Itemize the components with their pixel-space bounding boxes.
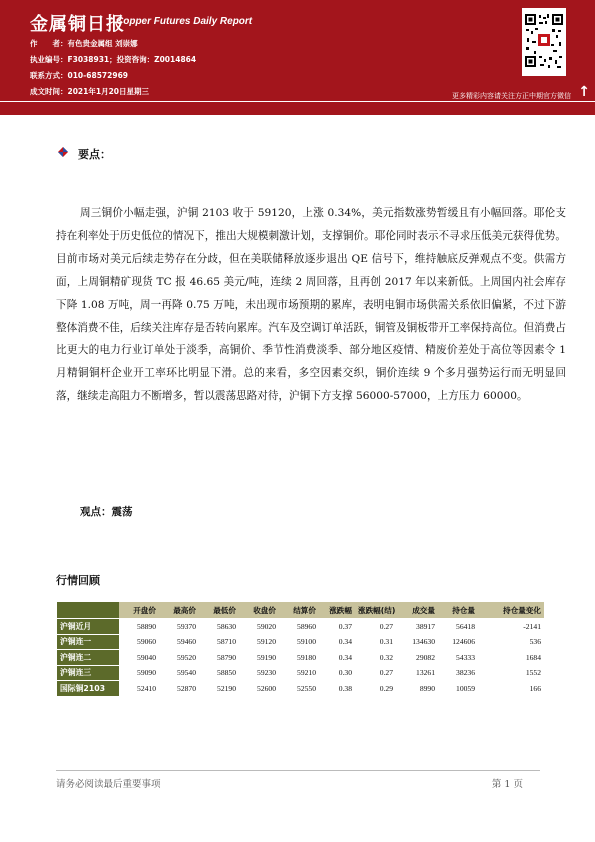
table-cell: 59370	[159, 619, 199, 635]
col-header-oi-change: 持仓量变化	[478, 602, 544, 619]
table-cell: 59100	[279, 634, 319, 650]
col-header-change-settle: 涨跌幅(结)	[355, 602, 396, 619]
table-cell: 166	[478, 681, 544, 696]
row-label: 沪铜连二	[57, 650, 119, 666]
footer-disclaimer: 请务必阅读最后重要事项	[56, 779, 161, 790]
table-cell: 58710	[199, 634, 239, 650]
follow-wechat-text: 更多精彩内容请关注方正中期官方微信	[452, 92, 571, 100]
table-cell: 59210	[279, 665, 319, 681]
key-points-paragraph: 周三铜价小幅走强，沪铜 2103 收于 59120，上涨 0.34%，美元指数涨势暂缓且有小幅回落。耶伦支持在利率处于历史低位的情况下，推出大规模刺激计划，支撑铜价。耶伦同时表示不寻求压低美元获得优势。目前市场对美元后续走势存在分歧，但在美联储释放逐步退出 QE 信号下，维持触底反弹观点不变。供需方面，上周铜精矿现货 TC 报 46.65 美元/吨，连续 2 周回落，且再创 2017 年以来新低。上周国内社会库存下降 1.08 万吨，周一再降 0.75 万吨，未出现市场预期的累库，表明电铜市场供需关系依旧偏紧，不过下游整体消费不佳，后续关注库存是否转向累库。汽车及空调订单活跃，铜管及铜板带开工率保持高位。但消费占比更大的电力行业订单处于淡季，高铜价、季节性消费淡季、部分地区疫情、精废价差处于高位等因素令 1 月精铜铜杆企业开工率环比明显下滑。总的来看，多空因素交织，铜价连续 9 个多月强势运行而无明显回落，继续走高阻力不断增多，暂以震荡思路对待，沪铜下方支撑 56000-57000，上方压力 60000。	[56, 207, 566, 403]
table-cell: 0.34	[319, 634, 355, 650]
table-cell: 59040	[119, 650, 159, 666]
table-cell: 58630	[199, 619, 239, 635]
col-header-open-interest: 持仓量	[438, 602, 478, 619]
date-line: 成文时间：2021年1月20日星期三	[30, 87, 150, 96]
license-line: 执业编号：F3038931；投资咨询：Z0014864	[30, 55, 197, 64]
table-cell: 59120	[239, 634, 279, 650]
table-cell: 134630	[396, 634, 438, 650]
table-cell: 0.30	[319, 665, 355, 681]
table-cell: 38236	[438, 665, 478, 681]
report-title: 金属铜日报	[30, 14, 125, 35]
table-cell: 13261	[396, 665, 438, 681]
footer-divider	[56, 770, 540, 771]
table-cell: 8990	[396, 681, 438, 696]
table-cell: 52550	[279, 681, 319, 696]
key-points-icon	[56, 145, 70, 159]
table-row	[57, 634, 544, 650]
author-line: 作 者：有色贵金属组 刘崇娜	[30, 39, 138, 48]
page-number: 第 1 页	[491, 779, 523, 790]
table-cell: 59230	[239, 665, 279, 681]
table-cell: 59090	[119, 665, 159, 681]
col-header-volume: 成交量	[396, 602, 438, 619]
header-divider	[0, 101, 595, 102]
col-header-change: 涨跌幅	[319, 602, 355, 619]
col-header-high: 最高价	[159, 602, 199, 619]
table-cell: 58790	[199, 650, 239, 666]
table-row	[57, 650, 544, 666]
row-label: 国际铜2103	[57, 681, 119, 696]
table-cell: 52600	[239, 681, 279, 696]
view-label: 观点：震荡	[80, 506, 133, 518]
arrow-up-icon: ↑	[578, 84, 590, 100]
row-label: 沪铜近月	[57, 619, 119, 635]
table-row	[57, 681, 544, 696]
table-cell: 0.34	[319, 650, 355, 666]
table-cell: 58960	[279, 619, 319, 635]
table-cell: 0.38	[319, 681, 355, 696]
table-cell: 59460	[159, 634, 199, 650]
table-cell: 54333	[438, 650, 478, 666]
col-header-settle: 结算价	[279, 602, 319, 619]
table-cell: 0.27	[355, 619, 396, 635]
table-cell: -2141	[478, 619, 544, 635]
key-points-title: 要点：	[78, 148, 111, 161]
table-cell: 52870	[159, 681, 199, 696]
col-header-low: 最低价	[199, 602, 239, 619]
contact-line: 联系方式：010-68572969	[30, 71, 129, 80]
table-cell: 29082	[396, 650, 438, 666]
table-cell: 59060	[119, 634, 159, 650]
row-label: 沪铜连三	[57, 665, 119, 681]
table-cell: 52410	[119, 681, 159, 696]
table-cell: 0.29	[355, 681, 396, 696]
market-review-title: 行情回顾	[56, 574, 100, 587]
qr-code-icon	[522, 8, 566, 76]
table-cell: 10059	[438, 681, 478, 696]
table-cell: 58850	[199, 665, 239, 681]
table-row	[57, 619, 544, 635]
col-header-close: 收盘价	[239, 602, 279, 619]
table-cell: 52190	[199, 681, 239, 696]
table-cell: 124606	[438, 634, 478, 650]
report-header	[0, 0, 595, 115]
table-cell: 0.27	[355, 665, 396, 681]
row-label: 沪铜连一	[57, 634, 119, 650]
table-cell: 0.32	[355, 650, 396, 666]
market-table	[57, 602, 544, 696]
table-cell: 0.37	[319, 619, 355, 635]
table-cell: 58890	[119, 619, 159, 635]
table-cell: 59180	[279, 650, 319, 666]
table-cell: 59190	[239, 650, 279, 666]
table-cell: 1684	[478, 650, 544, 666]
table-cell: 0.31	[355, 634, 396, 650]
table-header-row	[57, 602, 544, 619]
col-header-open: 开盘价	[119, 602, 159, 619]
table-cell: 59520	[159, 650, 199, 666]
table-cell: 38917	[396, 619, 438, 635]
report-subtitle: Copper Futures Daily Report	[116, 16, 253, 27]
table-cell: 536	[478, 634, 544, 650]
col-header-name	[57, 602, 119, 619]
table-cell: 59020	[239, 619, 279, 635]
table-row	[57, 665, 544, 681]
table-cell: 56418	[438, 619, 478, 635]
table-cell: 59540	[159, 665, 199, 681]
table-cell: 1552	[478, 665, 544, 681]
